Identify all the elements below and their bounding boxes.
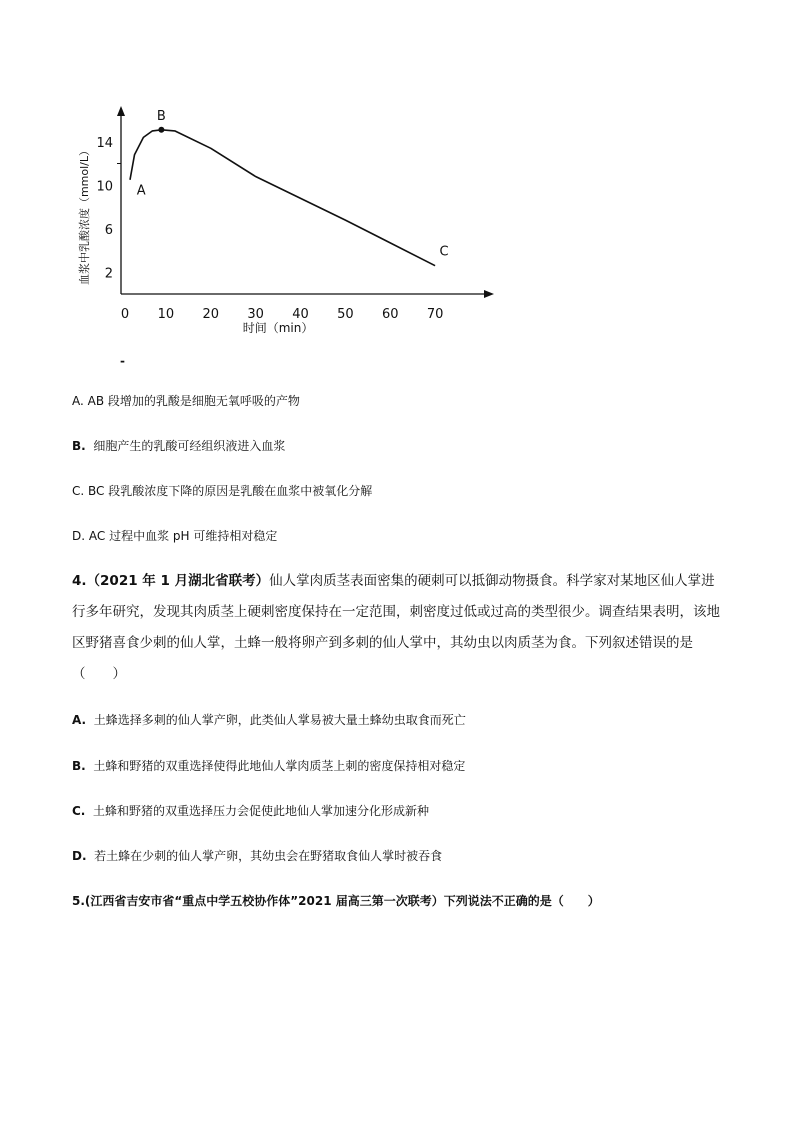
point-label-c: C (439, 244, 449, 260)
option-text: 细胞产生的乳酸可经组织液进入血浆 (93, 439, 286, 453)
x-tick-label: 60 (381, 307, 399, 322)
point-label-a: A (136, 183, 146, 199)
option-label: A. (72, 394, 84, 408)
question-number: 4. (72, 573, 87, 589)
q4-option-d (72, 847, 442, 864)
question-4 (72, 566, 722, 690)
q3-option-a (72, 392, 300, 409)
x-tick-label: 50 (337, 307, 354, 322)
x-tick-label: 0 (120, 307, 130, 322)
option-text: AB 段增加的乳酸是细胞无氧呼吸的产物 (87, 394, 300, 408)
stray-mark: - (120, 354, 125, 368)
option-label: C. (72, 484, 85, 498)
q3-option-d (72, 527, 277, 544)
q4-option-b (72, 757, 465, 774)
option-label: C. (72, 804, 86, 818)
option-text: 土蜂和野猪的双重选择使得此地仙人掌肉质茎上刺的密度保持相对稳定 (93, 759, 466, 773)
option-label: A. (72, 713, 87, 727)
option-text: 土蜂和野猪的双重选择压力会促使此地仙人掌加速分化形成新种 (93, 804, 430, 818)
question-source: （2021 年 1 月湖北省联考） (86, 573, 270, 589)
option-text: BC 段乳酸浓度下降的原因是乳酸在血浆中被氧化分解 (88, 484, 373, 498)
x-axis-arrow (484, 290, 494, 298)
option-label: B. (72, 439, 86, 453)
series-line (130, 130, 435, 266)
q3-option-c (72, 482, 372, 499)
x-tick-label: 40 (292, 307, 309, 322)
point-label-b: B (156, 108, 166, 124)
y-axis-arrow (117, 106, 125, 116)
x-axis-label: 时间（min） (242, 321, 314, 335)
question-5: 5.(江西省吉安市省“重点中学五校协作体”2021 届高三第一次联考）下列说法不正确的是（ ） (72, 894, 600, 908)
y-axis-label: 血浆中乳酸浓度（mmol/L） (78, 144, 91, 286)
option-text: 土蜂选择多刺的仙人掌产卵，此类仙人掌易被大量土蜂幼虫取食而死亡 (93, 713, 466, 727)
x-tick-label: 30 (247, 307, 264, 322)
q3-option-b (72, 437, 285, 454)
option-text: 若土蜂在少刺的仙人掌产卵，其幼虫会在野猪取食仙人掌时被吞食 (94, 849, 443, 863)
option-label: B. (72, 759, 86, 773)
y-tick-label: 14 (96, 135, 113, 151)
x-tick-label: 70 (426, 307, 444, 322)
question-stem: 仙人掌肉质茎表面密集的硬刺可以抵御动物摄食。科学家对某地区仙人掌进行多年研究，发现其肉质茎上硬刺密度保持在一定范围，刺密度过低或过高的类型很少。调查结果表明，该地区野猪喜食少刺的仙人掌，土蜂一般将卵产到多刺的仙人掌中，其幼虫以肉质茎为食。下列叙述错误的是（ ） (72, 573, 720, 682)
option-label: D. (72, 849, 87, 863)
option-label: D. (72, 529, 86, 543)
q4-option-c (72, 802, 429, 819)
point-marker-b (158, 127, 164, 133)
lactate-chart (60, 90, 520, 370)
option-text: AC 过程中血浆 pH 可维持相对稳定 (88, 529, 278, 543)
x-tick-label: 20 (202, 307, 220, 322)
y-tick-label: 6 (104, 222, 113, 238)
x-tick-label: 10 (157, 307, 175, 322)
y-tick-label: 2 (104, 266, 113, 282)
y-tick-label: 10 (96, 179, 113, 195)
q4-option-a (72, 711, 466, 728)
